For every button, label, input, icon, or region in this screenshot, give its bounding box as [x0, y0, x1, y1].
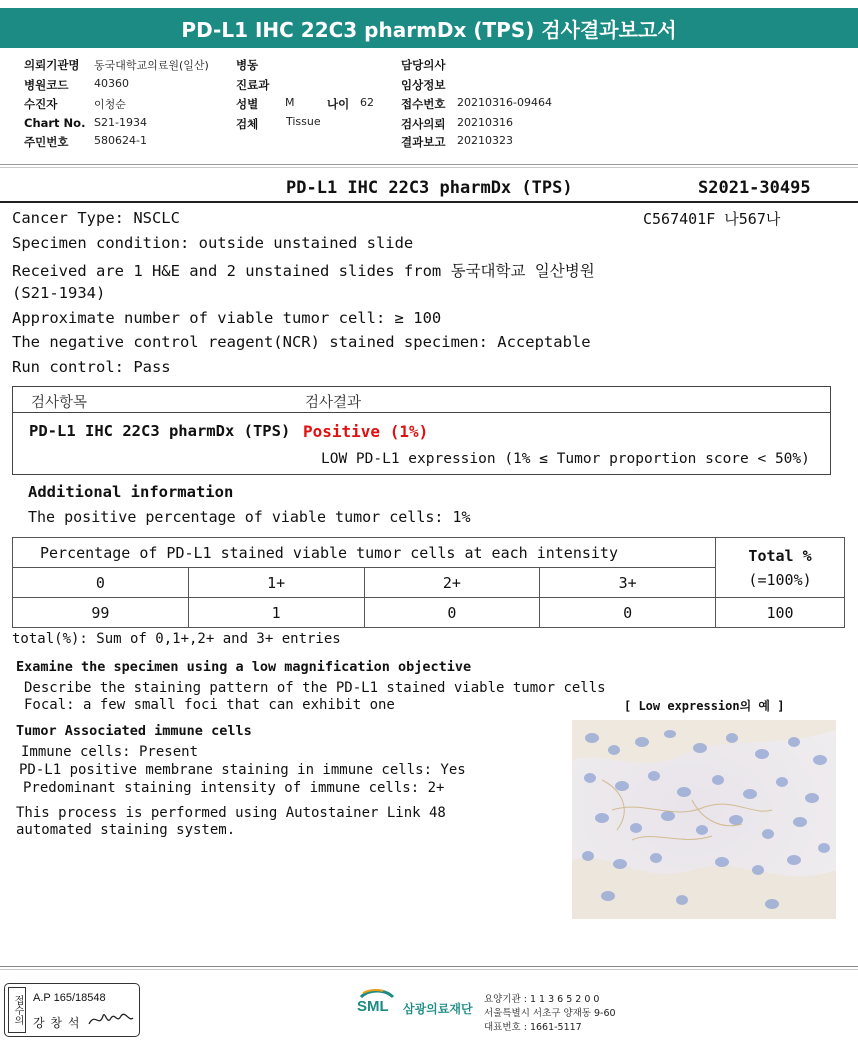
intensity-col-3plus: 3+ — [540, 568, 716, 598]
result-column-header: 검사결과 — [305, 395, 362, 411]
total-subheader: (=100%) — [748, 570, 812, 589]
hospital-code-value: 40360 — [94, 77, 129, 90]
test-name-heading: PD-L1 IHC 22C3 pharmDx (TPS) — [286, 178, 573, 198]
institution-label: 의뢰기관명 — [24, 58, 80, 72]
intensity-col-0: 0 — [13, 568, 189, 598]
examine-line-2: Focal: a few small foci that can exhibit one — [24, 697, 395, 713]
examine-line-1: Describe the staining pattern of the PD-L1 stained viable tumor cells — [24, 680, 606, 696]
report-date-value: 20210323 — [457, 134, 513, 147]
signature-icon — [87, 1008, 135, 1030]
specimen-label: 검체 — [236, 117, 259, 131]
logo-mark: SML — [357, 998, 389, 1015]
run-control: Run control: Pass — [12, 358, 171, 376]
stamp-name: 강 창 석 — [33, 1016, 81, 1030]
intensity-table-header: Percentage of PD-L1 stained viable tumor cells at each intensity — [13, 538, 716, 568]
doctor-label: 담당의사 — [401, 58, 446, 72]
micrograph-svg — [572, 720, 836, 919]
micrograph-image — [572, 720, 836, 919]
intensity-col-1plus: 1+ — [188, 568, 364, 598]
intensity-value-0: 99 — [13, 598, 189, 628]
ward-label: 병동 — [236, 58, 259, 72]
receipt-no-value: 20210316-09464 — [457, 96, 552, 109]
total-header-cell — [716, 538, 845, 598]
patient-name-label: 수진자 — [24, 97, 58, 111]
additional-text: The positive percentage of viable tumor cells: 1% — [28, 508, 471, 526]
cancer-type: Cancer Type: NSCLC — [12, 209, 180, 227]
block-code: C567401F 나567나 — [643, 210, 781, 228]
institution-value: 동국대학교의료원(일산) — [94, 59, 209, 72]
viable-cells: Approximate number of viable tumor cell: ≥ 100 — [12, 309, 442, 327]
divider — [0, 167, 858, 168]
receipt-stamp — [4, 983, 140, 1037]
resident-no-label: 주민번호 — [24, 135, 69, 149]
item-column-header: 검사항목 — [31, 395, 88, 411]
report-title: PD-L1 IHC 22C3 pharmDx (TPS) 검사결과보고서 — [0, 8, 858, 48]
hospital-code-label: 병원코드 — [24, 78, 69, 92]
intensity-total: 100 — [716, 598, 845, 628]
department-label: 진료과 — [236, 78, 270, 92]
table-note: total(%): Sum of 0,1+,2+ and 3+ entries — [12, 631, 341, 647]
process-line-2: automated staining system. — [16, 822, 236, 838]
intensity-col-2plus: 2+ — [364, 568, 540, 598]
divider — [0, 164, 858, 165]
sex-value: M — [285, 96, 295, 109]
intensity-table — [12, 537, 845, 628]
request-date-label: 검사의뢰 — [401, 117, 446, 131]
footer-divider — [0, 969, 858, 970]
immune-heading: Tumor Associated immune cells — [16, 723, 252, 739]
immune-line-2: PD-L1 positive membrane staining in immune cells: Yes — [19, 762, 466, 778]
specimen-value: Tissue — [286, 115, 321, 128]
examine-heading: Examine the specimen using a low magnification objective — [16, 659, 472, 675]
footer-institution-code: 요양기관 : 1 1 3 6 5 2 0 0 — [484, 994, 600, 1005]
sml-logo-icon — [357, 988, 397, 1018]
result-box — [12, 386, 831, 475]
accession-number: S2021-30495 — [698, 178, 811, 198]
sex-label: 성별 — [236, 97, 259, 111]
test-result: Positive (1%) — [303, 422, 429, 441]
chart-no-value: S21-1934 — [94, 116, 147, 129]
intensity-value-1plus: 1 — [188, 598, 364, 628]
intensity-value-3plus: 0 — [540, 598, 716, 628]
interpretation: LOW PD-L1 expression (1% ≤ Tumor proportion score < 50%) — [321, 451, 810, 467]
chart-no-label: Chart No. — [24, 116, 86, 130]
ncr-result: The negative control reagent(NCR) stained specimen: Acceptable — [12, 333, 591, 351]
intensity-value-2plus: 0 — [364, 598, 540, 628]
total-header: Total % — [748, 546, 812, 565]
specimen-condition: Specimen condition: outside unstained slide — [12, 234, 414, 252]
receipt-no-label: 접수번호 — [401, 97, 446, 111]
report-date-label: 결과보고 — [401, 135, 446, 149]
immune-line-1: Immune cells: Present — [21, 744, 199, 760]
footer-divider — [0, 966, 858, 967]
resident-no-value: 580624-1 — [94, 134, 147, 147]
patient-name-value: 이청순 — [94, 98, 126, 111]
heading-rule — [0, 201, 858, 203]
footer-address: 서울특별시 서초구 양재동 9-60 — [484, 1008, 616, 1019]
stamp-label: 접수의 — [8, 987, 26, 1033]
stamp-id: A.P 165/18548 — [33, 992, 106, 1004]
received-slides: Received are 1 H&E and 2 unstained slides from 동국대학교 일산병원 — [12, 262, 595, 280]
footer-phone: 대표번호 : 1661-5117 — [484, 1022, 582, 1033]
request-date-value: 20210316 — [457, 116, 513, 129]
additional-heading: Additional information — [28, 483, 234, 501]
result-box-rule — [13, 412, 830, 413]
image-caption: [ Low expression의 예 ] — [624, 699, 785, 713]
clinical-info-label: 임상정보 — [401, 78, 446, 92]
test-item: PD-L1 IHC 22C3 pharmDx (TPS) — [29, 422, 291, 440]
logo-name: 삼광의료재단 — [403, 1002, 473, 1016]
received-ref: (S21-1934) — [12, 284, 106, 302]
age-value: 62 — [360, 96, 374, 109]
age-label: 나이 — [327, 97, 350, 111]
immune-line-3: Predominant staining intensity of immune cells: 2+ — [23, 780, 445, 796]
process-line-1: This process is performed using Autostainer Link 48 — [16, 805, 446, 821]
